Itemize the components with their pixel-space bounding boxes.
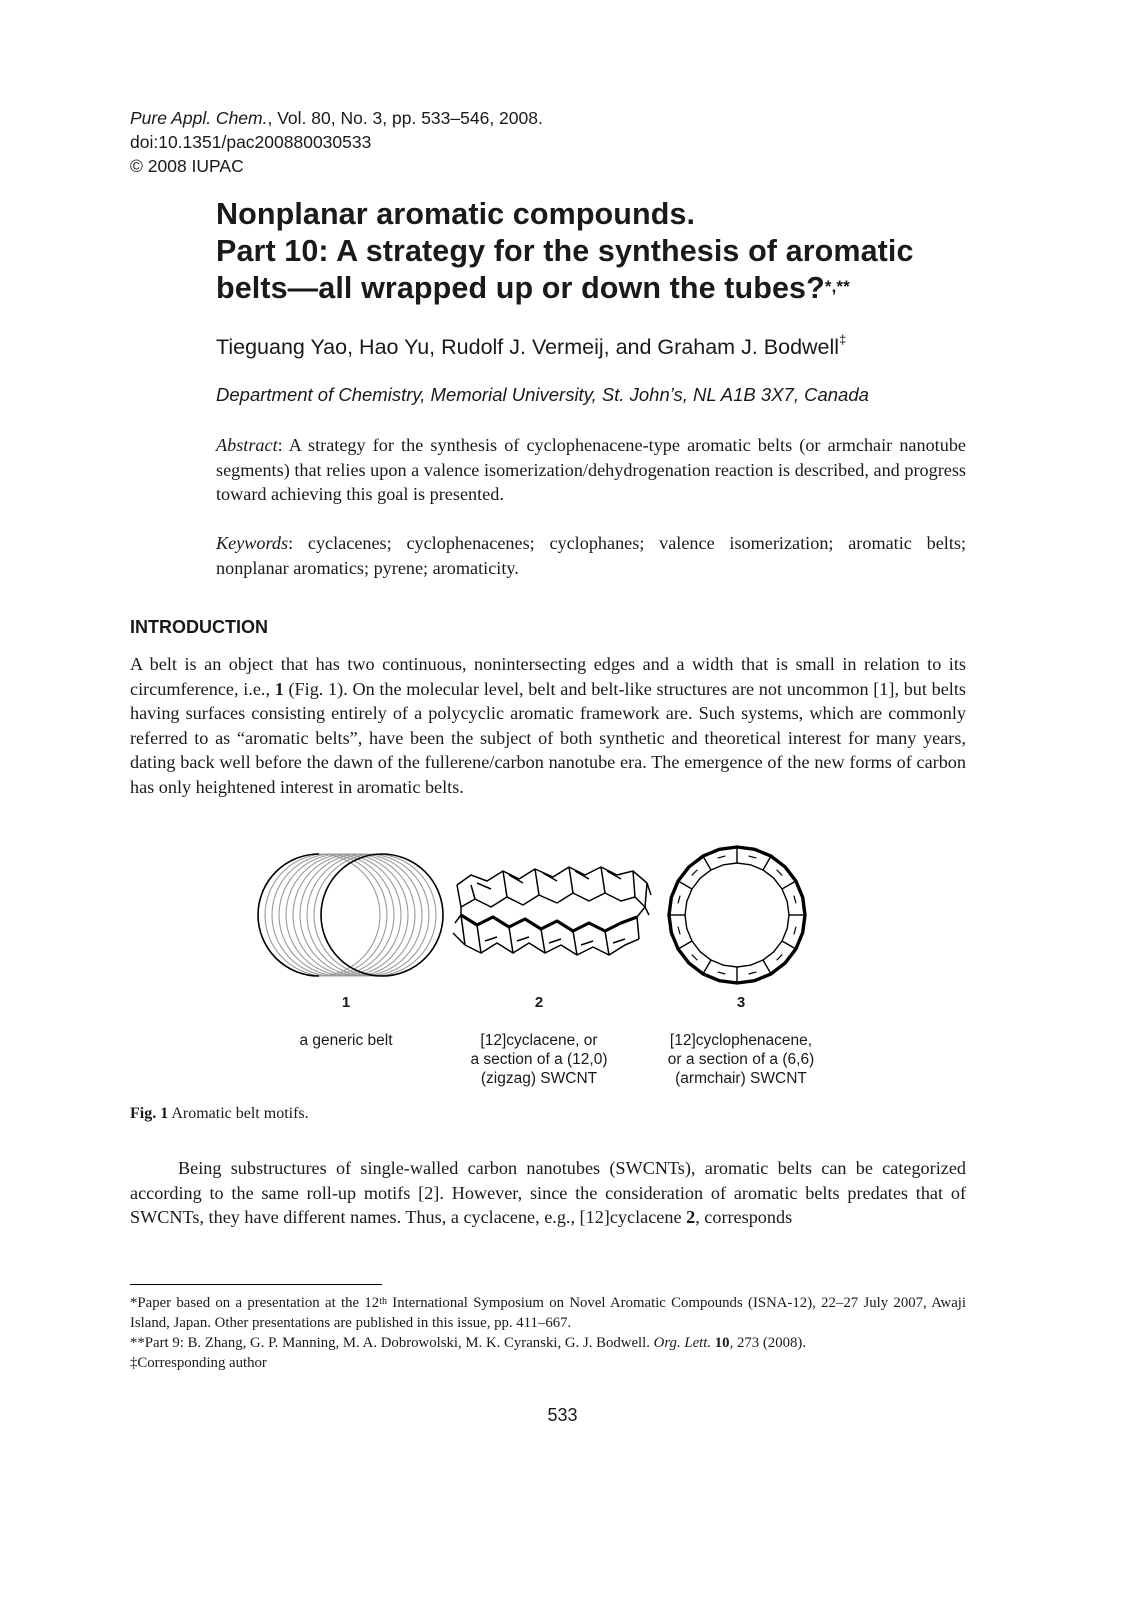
journal-name: Pure Appl. Chem. <box>130 108 268 128</box>
figure-1 <box>255 845 845 1005</box>
paragraph-text: A belt is an object that has two continuous, nonintersecting edges and a width that is small in relation to its circumference, i.e., <box>130 654 966 699</box>
figure-caption-text: Aromatic belt motifs. <box>168 1105 309 1122</box>
footnote-1 <box>130 1294 966 1333</box>
intro-paragraph-1 <box>130 652 966 799</box>
page-number: 533 <box>547 1405 578 1425</box>
doi: doi:10.1351/pac200880030533 <box>130 132 372 152</box>
footnote-rule <box>130 1284 382 1285</box>
title-footnote-mark: *,** <box>824 277 850 296</box>
keywords <box>216 531 966 580</box>
ordinal-suffix: th <box>379 1296 387 1307</box>
figure-item-number-2: 2 <box>534 994 544 1011</box>
author-names: Tieguang Yao, Hao Yu, Rudolf J. Vermeij, and Graham J. Bodwell <box>216 335 840 359</box>
figure-label: Fig. 1 <box>130 1105 169 1122</box>
title-line-2: Part 10: A strategy for the synthesis of aromatic <box>216 234 914 268</box>
figure-item-number-3: 3 <box>736 994 746 1011</box>
footnote-2 <box>130 1334 966 1354</box>
keywords-text: : cyclacenes; cyclophenacenes; cyclophanes; valence isomerization; aromatic belts; nonplanar aromatics; pyrene; aromaticity. <box>216 533 966 578</box>
paragraph-text: , corresponds <box>695 1207 793 1227</box>
intro-paragraph-2 <box>130 1156 966 1230</box>
figure-caption <box>130 1105 309 1123</box>
figure-item-caption-1: a generic belt <box>299 1032 393 1049</box>
footnote-3: ‡Corresponding author <box>130 1355 267 1371</box>
journal-volume: , Vol. 80, No. 3, pp. 533–546, 2008. <box>267 108 543 128</box>
compound-ref: 2 <box>686 1207 696 1227</box>
title-line-1: Nonplanar aromatic compounds. <box>216 197 696 231</box>
paragraph-text: Being substructures of single-walled carbon nanotubes (SWCNTs), aromatic belts can be categorized according to the same roll-up motifs [2]. However, since the consideration of aromatic belts predates that of SWCNTs, they have different names. Thus, a cyclacene, e.g., [12]cyclacene <box>130 1158 966 1227</box>
cyclophenacene-drawing <box>669 847 805 983</box>
footnote-text: **Part 9: B. Zhang, G. P. Manning, M. A. Dobrowolski, M. K. Cyranski, G. J. Bodwell. <box>130 1335 654 1351</box>
footnote-text: International Symposium on Novel Aromatic Compounds (ISNA-12), 22–27 July 2007, Awaji Island, Japan. Other presentations are published in this issue, pp. 411–667. <box>130 1295 967 1331</box>
paper-title <box>216 196 914 307</box>
keywords-label: Keywords <box>216 533 289 553</box>
affiliation: Department of Chemistry, Memorial University, St. John’s, NL A1B 3X7, Canada <box>216 384 869 405</box>
footnote-text: *Paper based on a presentation at the 12 <box>130 1295 380 1311</box>
footnote-volume: 10 <box>714 1335 730 1351</box>
section-heading: INTRODUCTION <box>130 617 268 637</box>
abstract-text: : A strategy for the synthesis of cyclophenacene-type aromatic belts (or armchair nanotube segments) that relies upon a valence isomerization/dehydrogenation reaction is described, and progress toward achieving this goal is presented. <box>216 435 966 504</box>
generic-belt-drawing <box>258 854 443 976</box>
paragraph-text: (Fig. 1). On the molecular level, belt and belt-like structures are not uncommon [1], but belts having surfaces consisting entirely of a polycyclic aromatic framework are. Such systems, which are commonly referred to as “aromatic belts”, have been the subject of both synthetic and theoretical interest for many years, dating back well before the dawn of the fullerene/carbon nanotube era. The emergence of the new forms of carbon has only heightened interest in aromatic belts. <box>130 678 966 797</box>
abstract <box>216 433 966 507</box>
footnote-text: , 273 (2008). <box>729 1335 807 1351</box>
abstract-label: Abstract <box>216 435 278 455</box>
copyright: © 2008 IUPAC <box>130 156 244 176</box>
footnote-journal: Org. Lett. <box>653 1335 712 1351</box>
author-list <box>216 332 847 360</box>
compound-ref: 1 <box>274 678 284 699</box>
figure-1-structures <box>255 845 845 1005</box>
cyclacene-drawing <box>453 867 651 955</box>
figure-item-number-1: 1 <box>341 994 351 1011</box>
figure-item-caption-2: [12]cyclacene, or a section of a (12,0) (zigzag) SWCNT <box>470 1032 608 1087</box>
title-line-3: belts—all wrapped up or down the tubes? <box>216 271 825 305</box>
journal-citation <box>130 106 543 178</box>
figure-item-caption-3: [12]cyclophenacene, or a section of a (6,6) (armchair) SWCNT <box>667 1032 815 1087</box>
corresponding-mark: ‡ <box>839 332 847 347</box>
